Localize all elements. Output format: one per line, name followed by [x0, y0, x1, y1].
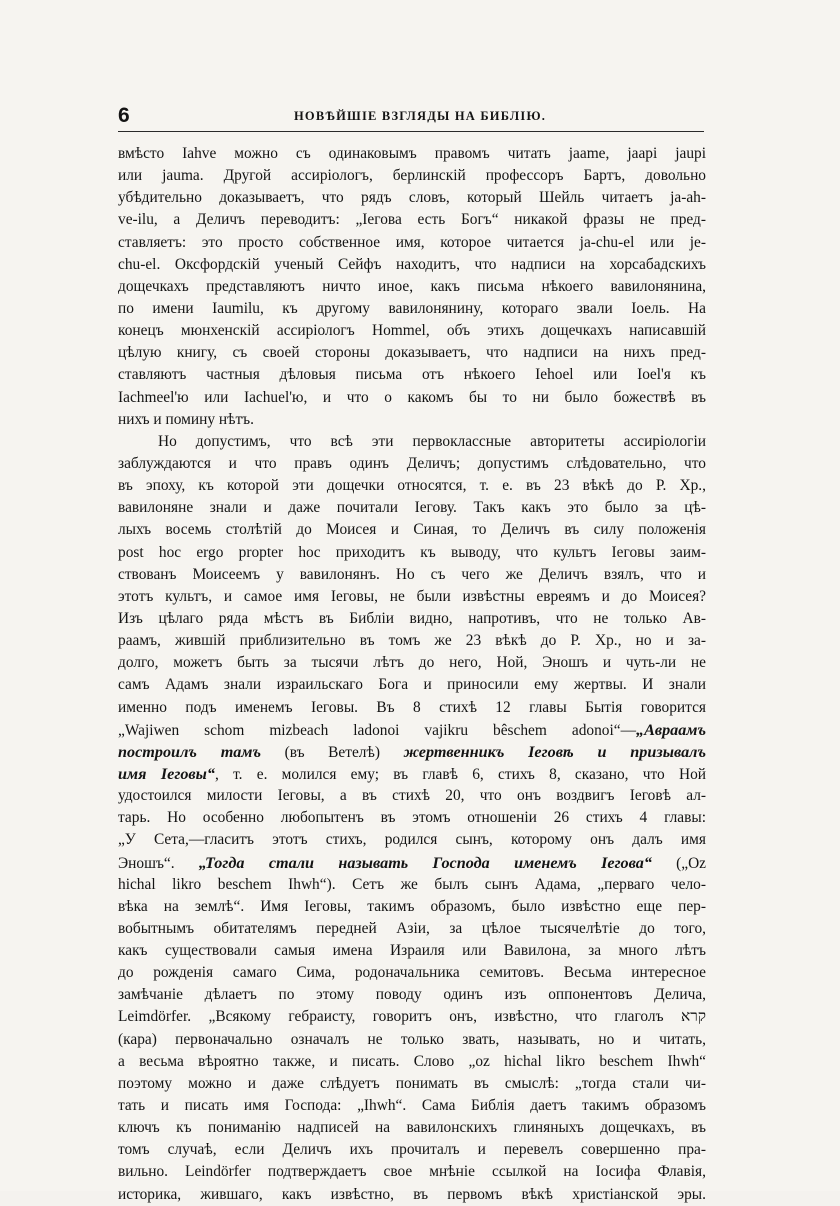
text-line [118, 652, 706, 674]
italic-text: имя Іеговы“ [118, 764, 215, 783]
text-run: Leimdörfer. „Всякому гебраисту, говоритъ онъ, извѣстно, что глаголъ קרא [118, 1008, 706, 1026]
text-run: а весьма вѣроятно также, и писать. Слово „oz hichal likro beschem Ihwh“ [118, 1052, 706, 1070]
text-line [118, 409, 706, 431]
italic-text: построилъ тамъ [118, 742, 261, 761]
text-line [118, 475, 706, 497]
text-line [118, 165, 706, 187]
text-run: Эношъ“. [118, 854, 199, 872]
text-line [118, 431, 706, 453]
italic-text: жертвенникъ Іеговѣ и призывалъ [403, 742, 706, 761]
text-run: , т. е. молился ему; въ главѣ 6, стихъ 8, сказано, что Ной [215, 765, 707, 783]
text-run: („Oz [651, 854, 707, 872]
text-run: этотъ культъ, и самое имя Іеговы, не были извѣстны евреямъ и до Моисея? [118, 587, 706, 605]
text-line [118, 542, 706, 564]
text-line [118, 586, 706, 608]
text-run: удостоился милости Іеговы, а въ стихѣ 20, что онъ воздвигъ Іеговѣ ал- [118, 787, 706, 805]
text-line [118, 342, 706, 364]
text-line [118, 940, 706, 962]
text-run: раамъ, жившій приблизительно въ томъ же 23 вѣкѣ до Р. Хр., но и за- [118, 632, 706, 650]
text-run: замѣчаніе дѣлаетъ по этому поводу одинъ изъ оппонентовъ Делича, [118, 986, 706, 1004]
text-run: историка, жившаго, какъ извѣстно, въ первомъ вѣкѣ христіанской эры. [118, 1185, 706, 1203]
text-run: Но допустимъ, что всѣ эти первоклассные авторитеты ассиріологіи [158, 432, 706, 450]
text-run: по имени Iaumilu, къ другому вавилонянину, котораго звали Іоель. На [118, 299, 706, 317]
text-line [118, 453, 706, 475]
text-line [118, 1073, 706, 1095]
text-run: вильно. Leindörfer подтверждаетъ свое мнѣніе ссылкой на Іосифа Флавія, [118, 1163, 706, 1181]
text-run: (въ Ветелѣ) [261, 743, 404, 761]
text-run: поэтому можно и даже слѣдуетъ понимать въ смыслѣ: „тогда стали чи- [118, 1074, 706, 1092]
text-run: вобытнымъ обитателямъ передней Азіи, за цѣлое тысячелѣтіе до того, [118, 919, 706, 937]
text-line [118, 874, 706, 896]
text-run: вмѣсто Iahve можно съ одинаковымъ правомъ читать jaame, jaapi jaupi [118, 145, 706, 162]
text-line [118, 785, 706, 807]
text-run: конецъ мюнхенскій ассиріологъ Hommel, объ этихъ дощечкахъ написавшій [118, 322, 706, 340]
text-run: post hoc ergo propter hoc приходитъ къ выводу, что культъ Іеговы заим- [118, 543, 706, 561]
text-run: Изъ цѣлаго ряда мѣстъ въ Библіи видно, напротивъ, что не только Ав- [118, 609, 706, 627]
text-run: chu-el. Оксфордскій ученый Сейфъ находитъ, что надписи на хорсабадскихъ [118, 255, 706, 273]
text-run: или jauma. Другой ассиріологъ, берлинскій профессоръ Бартъ, довольно [118, 167, 706, 185]
text-line [118, 1184, 706, 1206]
text-line [118, 187, 706, 209]
text-run: долго, можетъ быть за тысячи лѣтъ до него, Ной, Эношъ и чуть-ли не [118, 654, 706, 672]
text-run: убѣдительно доказываетъ, что рядъ словъ, который Шейль читаетъ ja-ah- [118, 189, 706, 207]
text-line [118, 519, 706, 541]
text-line [118, 320, 706, 342]
text-run: до рожденія самаго Сима, родоначальника семитовъ. Весьма интересное [118, 964, 706, 982]
text-line [118, 232, 706, 254]
running-title: НОВѢЙШІЕ ВЗГЛЯДЫ НА БИБЛІЮ. [294, 109, 547, 123]
text-run: ставляютъ частныя дѣловыя письма отъ нѣкоего Iehoel или Ioel'я къ [118, 366, 706, 384]
text-run: цѣлую книгу, съ своей стороны доказываетъ, что надписи на нихъ пред- [118, 344, 706, 362]
text-line [118, 829, 706, 851]
text-line [118, 984, 706, 1006]
text-line [118, 608, 706, 630]
italic-text: „Тогда стали называть Господа именемъ Іегова“ [198, 853, 652, 872]
text-line [118, 1117, 706, 1139]
text-line [118, 719, 706, 741]
text-line [118, 1161, 706, 1183]
text-line [118, 276, 706, 298]
text-run: томъ случаѣ, если Деличъ ихъ прочиталъ и перевелъ совершенно пра- [118, 1141, 706, 1159]
text-run: ve-ilu, а Деличъ переводитъ: „Іегова есть Богъ“ никакой фразы не пред- [118, 211, 706, 229]
text-run: тать и писать имя Господа: „Ihwh“. Сама Библія даетъ такимъ образомъ [118, 1097, 706, 1115]
text-line [118, 1095, 706, 1117]
header-rule [118, 131, 704, 132]
text-line [118, 564, 706, 586]
text-run: лыхъ восемь столѣтій до Моисея и Синая, то Деличъ въ силу положенія [118, 521, 706, 539]
text-line [118, 852, 706, 874]
page-number: 6 [118, 104, 130, 127]
text-line [118, 630, 706, 652]
text-run: вавилоняне знали и даже почитали Іегову. Такъ какъ это было за цѣ- [118, 499, 706, 517]
text-line [118, 896, 706, 918]
text-run: „Wajiwen schom mizbeach ladonoi vajikru bêschem adonoi“— [118, 721, 636, 739]
text-run: тарь. Но особенно любопытенъ въ этомъ отношеніи 26 стихъ 4 главы: [118, 809, 706, 827]
text-line [118, 918, 706, 940]
text-run: именно подъ именемъ Іеговы. Въ 8 стихѣ 12 главы Бытія говорится [118, 698, 706, 716]
text-line [118, 254, 706, 276]
italic-text: „Авраамъ [635, 720, 706, 739]
text-line [118, 763, 706, 785]
text-line [118, 807, 706, 829]
text-line [118, 1051, 706, 1073]
text-run: вѣка на землѣ“. Имя Іеговы, такимъ образомъ, было извѣстно еще пер- [118, 897, 706, 915]
text-run: Iachmeel'ю или Iachuel'ю, и что о какомъ бы то ни было божествѣ въ [118, 388, 706, 406]
text-run: самъ Адамъ знали израильскаго Бога и приносили ему жертвы. И знали [118, 676, 706, 694]
text-line [118, 143, 706, 165]
text-run: ключъ къ пониманію надписей на вавилонскихъ глиняныхъ дощечкахъ, въ [118, 1119, 706, 1137]
text-run: какъ существовали самыя имена Израиля или Вавилона, за много лѣтъ [118, 942, 706, 960]
text-line [118, 387, 706, 409]
text-run: (кара) первоначально означалъ не только звать, называть, но и читать, [118, 1030, 706, 1048]
text-run: ствованъ Моисеемъ у вавилонянъ. Но съ чего же Деличъ взялъ, что и [118, 565, 706, 583]
text-line [118, 741, 706, 763]
text-run: „У Сета,—гласитъ этотъ стихъ, родился сынъ, которому онъ далъ имя [118, 831, 706, 849]
text-line [118, 962, 706, 984]
text-line [118, 1029, 706, 1051]
text-line [118, 209, 706, 231]
text-run: въ эпоху, къ которой эти дощечки относятся, т. е. въ 23 вѣкѣ до Р. Хр., [118, 477, 706, 495]
text-line [118, 697, 706, 719]
page-header [118, 104, 704, 134]
text-run: дощечкахъ представляютъ ничто иное, какъ письма нѣкоего вавилонянина, [118, 277, 706, 295]
text-run: ставляетъ: это просто собственное имя, которое читается ja-chu-el или je- [118, 233, 706, 251]
text-run: нихъ и помину нѣтъ. [118, 410, 254, 428]
text-line [118, 1006, 706, 1028]
text-run: заблуждаются и что правъ одинъ Деличъ; допустимъ слѣдовательно, что [118, 454, 706, 472]
body-text [118, 143, 706, 1206]
text-line [118, 1139, 706, 1161]
text-run: hichal likro beschem Ihwh“). Сетъ же былъ сынъ Адама, „перваго чело- [118, 875, 706, 893]
text-line [118, 497, 706, 519]
text-line [118, 364, 706, 386]
text-line [118, 298, 706, 320]
text-line [118, 674, 706, 696]
